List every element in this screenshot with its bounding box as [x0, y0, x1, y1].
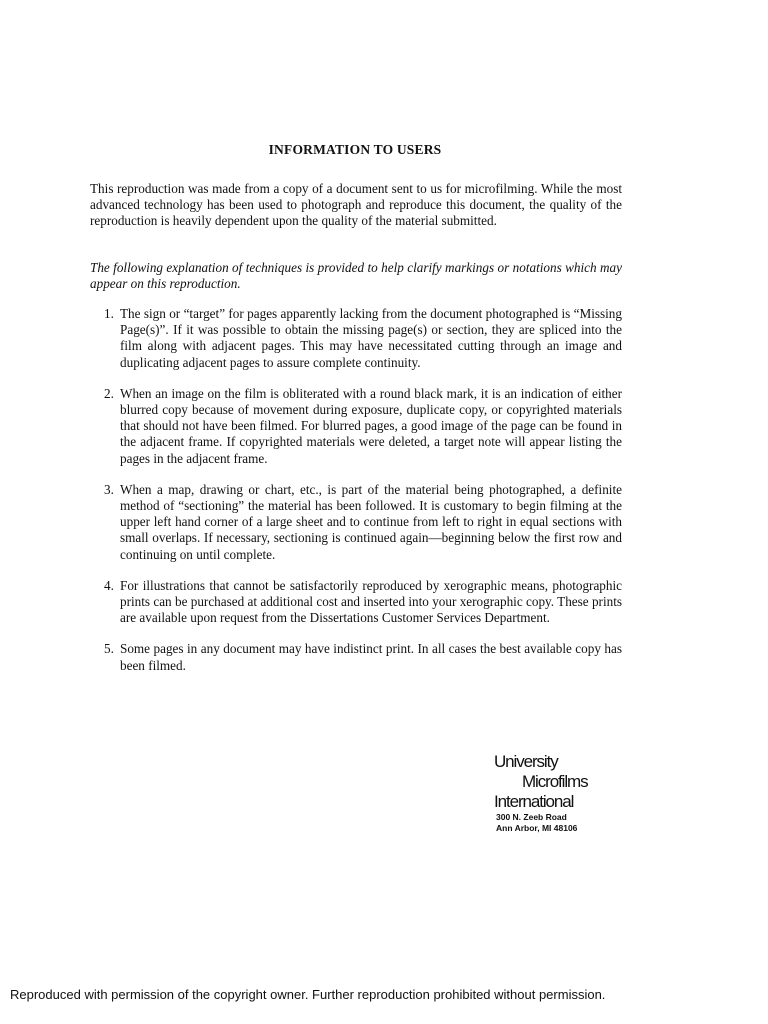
list-item	[100, 306, 622, 371]
publisher-logo	[494, 752, 588, 812]
list-item	[100, 482, 622, 563]
logo-line-international: International	[494, 792, 574, 811]
list-item	[100, 578, 622, 627]
logo-line-university: University	[494, 752, 558, 771]
publisher-address	[496, 812, 577, 833]
list-item-text: For illustrations that cannot be satisfactorily reproduced by xerographic means, photographic prints can be purchased at additional cost and inserted into your xerographic copy. These prints are available upon request from the Dissertations Customer Services Department.	[120, 577, 622, 626]
copyright-footer: Reproduced with permission of the copyright owner. Further reproduction prohibited without permission.	[10, 987, 606, 1002]
logo-line-microfilms: Microfilms	[522, 772, 588, 791]
explanation-list	[100, 306, 622, 674]
list-item-text: When a map, drawing or chart, etc., is part of the material being photographed, a definite method of “sectioning” the material has been followed. It is customary to begin filming at the upper left hand corner of a large sheet and to continue from left to right in equal sections with small overlaps. If necessary, sectioning is continued again—beginning below the first row and continuing on until complete.	[120, 481, 622, 562]
address-street: 300 N. Zeeb Road	[496, 812, 567, 822]
intro-paragraph: This reproduction was made from a copy of a document sent to us for microfilming. While the most advanced technology has been used to photograph and reproduce this document, the quality of the reproduction is heavily dependent upon the quality of the material submitted.	[90, 181, 622, 229]
address-city: Ann Arbor, MI 48106	[496, 822, 578, 833]
explanation-paragraph	[90, 260, 622, 292]
list-item-text: Some pages in any document may have indistinct print. In all cases the best available copy has been filmed.	[120, 641, 622, 673]
list-item-text: When an image on the film is obliterated with a round black mark, it is an indication of either blurred copy because of movement during exposure, duplicate copy, or copyrighted materials that should not have been filmed. For blurred pages, a good image of the page can be found in the adjacent frame. If copyrighted materials were deleted, a target note will appear listing the pages in the adjacent frame.	[120, 385, 622, 466]
list-item-number: 4.	[104, 577, 114, 593]
list-item	[100, 641, 622, 673]
list-item	[100, 386, 622, 467]
list-item-text: The sign or “target” for pages apparently lacking from the document photographed is “Missing Page(s)”. If it was possible to obtain the missing page(s) or section, they are spliced into the film along with adjacent pages. This may have necessitated cutting through an image and duplicating adjacent pages to assure complete continuity.	[120, 306, 622, 370]
explanation-text: The following explanation of techniques is provided to help clarify markings or notations which may appear on this reproduction.	[90, 260, 622, 292]
list-item-number: 2.	[104, 385, 114, 401]
list-item-number: 3.	[104, 481, 114, 497]
page-title: INFORMATION TO USERS	[268, 142, 442, 157]
list-item-number: 5.	[104, 641, 114, 657]
list-item-number: 1.	[104, 306, 114, 321]
